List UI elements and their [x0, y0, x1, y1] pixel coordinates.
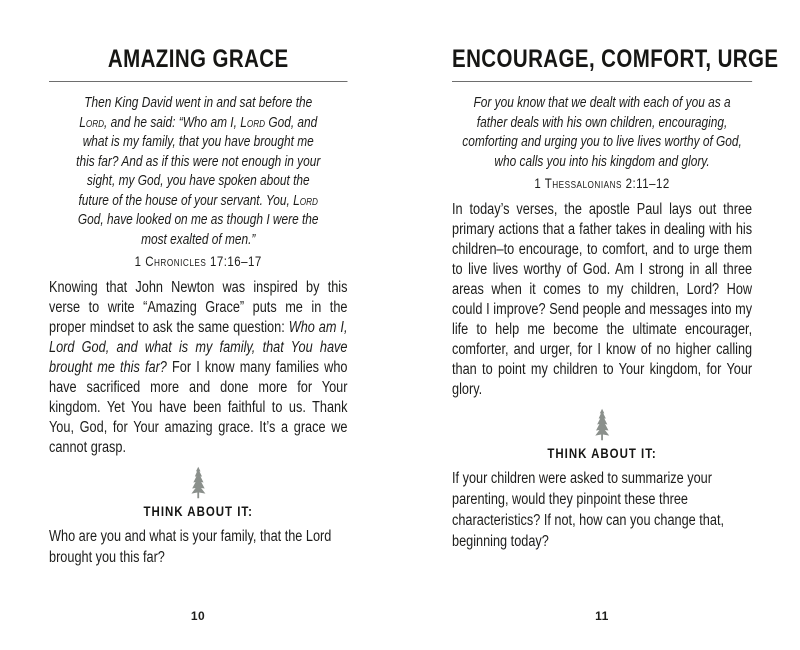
page-title: AMAZING GRACE: [107, 45, 289, 73]
scripture-quote: Then King David went in and sat before the Lord, and he said: “Who am I, Lord God, and what is my family, that you have brought me this far? And as if this were not enough in your sight, my God, you have spoken about the future of the house of your servant. You, Lord God, have looked on me as though I were the most exalted of men.”: [76, 95, 321, 248]
page-number: 10: [190, 609, 206, 623]
scripture-reference: 1 Chronicles 17:16–17: [134, 253, 262, 269]
devotional-text: Knowing that John Newton was inspired by this verse to write “Amazing Grace” puts me in the proper mindset to ask the same question: Who am I, Lord God, and what is my family, that You have brought me this far? For I know many families who have sacrificed more and done more for Your kingdom. Yet You have been faithful to us. Thank You, God, for Your amazing grace. It’s a grace we cannot grasp.: [49, 279, 348, 456]
title-divider: [452, 81, 752, 82]
reflection-question: Who are you and what is your family, that the Lord brought you this far?: [49, 528, 332, 566]
title-divider: [49, 81, 347, 82]
pine-tree-icon: [49, 466, 347, 499]
page-title: ENCOURAGE, COMFORT, URGE: [452, 45, 779, 73]
think-about-it-heading: THINK ABOUT IT:: [143, 503, 253, 519]
reflection-question: If your children were asked to summarize your parenting, would they pinpoint these three characteristics? If not, how can you change that, beginning today?: [452, 470, 725, 550]
think-about-it-heading: THINK ABOUT IT:: [547, 445, 657, 461]
devotional-text: In today’s verses, the apostle Paul lays out three primary actions that a father takes in dealing with his children–to encourage, to comfort, and to urge them to live lives worthy of God. Am I strong in all three areas when it comes to my children, Lord? How could I improve? Send people and messages into my life to help me become the ultimate encourager, comforter, and urger, for I know of no higher calling than to point my children to Your kingdom, for Your glory.: [452, 201, 753, 398]
scripture-reference: 1 Thessalonians 2:11–12: [534, 175, 670, 191]
right-page: [452, 0, 779, 650]
left-page: [49, 0, 347, 650]
left-page-content: [49, 0, 347, 568]
pine-tree-icon: [452, 408, 752, 441]
right-page-content: [452, 0, 779, 552]
page-number: 11: [595, 609, 609, 623]
scripture-quote: For you know that we dealt with each of you as a father deals with his own children, encouraging, comforting and urging you to live lives worthy of God, who calls you into his kingdom and glory.: [462, 95, 742, 170]
